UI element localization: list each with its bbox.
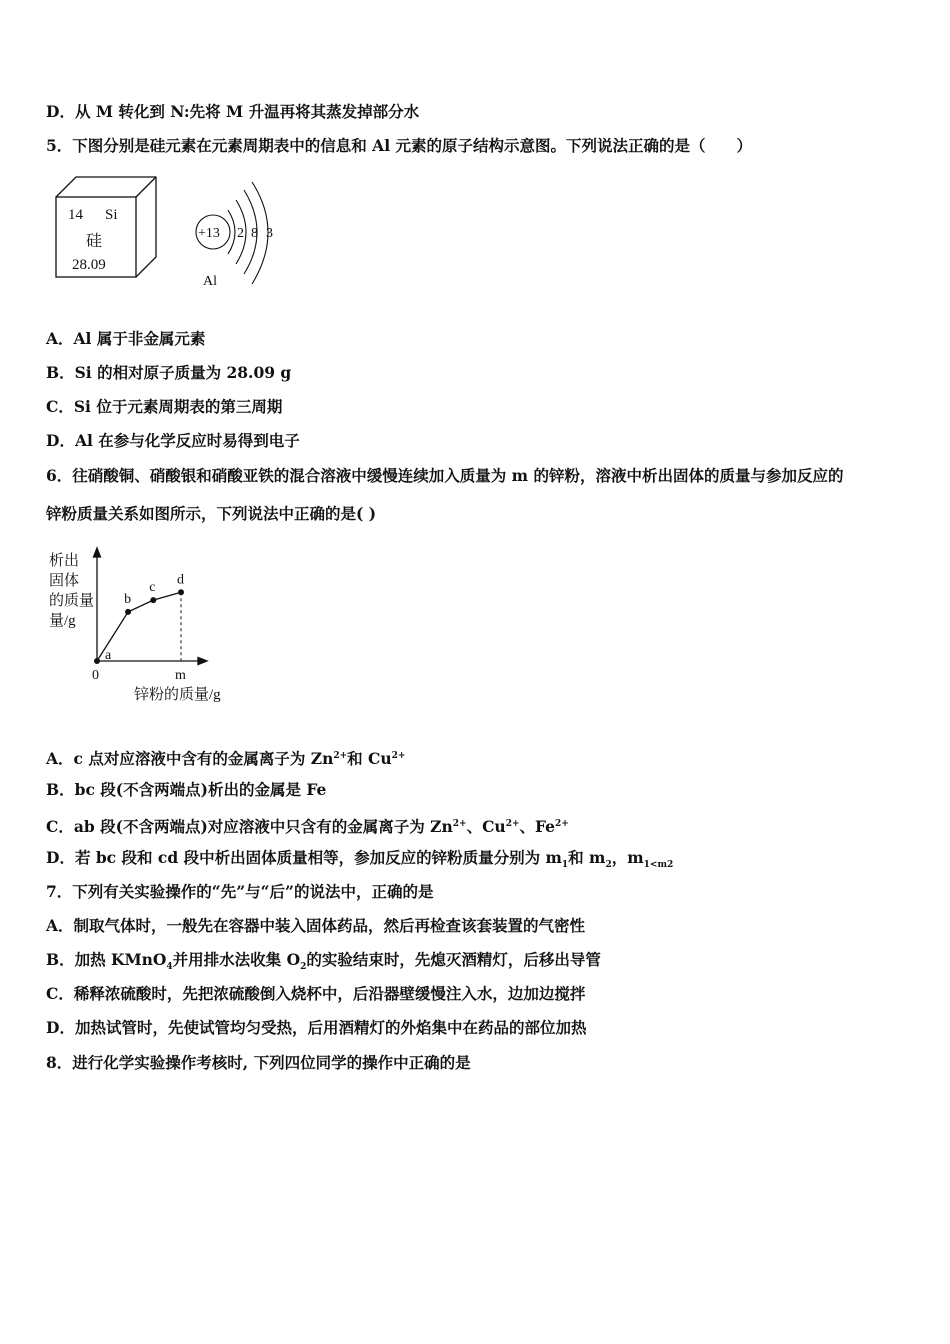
q6-a-text: A．c 点对应溶液中含有的金属离子为 Zn: [46, 749, 334, 769]
q7-option-c: C．稀释浓硫酸时，先把浓硫酸倒入烧杯中，后沿器壁缓慢注入水，边加边搅拌: [46, 984, 586, 1003]
q5-option-b: B．Si 的相对原子质量为 28.09 g: [46, 363, 292, 382]
q6-d-sub3: 1: [643, 860, 650, 871]
q5-figure: [50, 172, 290, 297]
q6-d-mid2: ，m: [611, 848, 644, 867]
q7-b-tail: 的实验结束时，先熄灭酒精灯，后移出导管: [306, 950, 601, 969]
q5-option-a: A．Al 属于非金属元素: [46, 329, 206, 348]
q6-c-text: C．ab 段(不含两端点)对应溶液中只含有的金属离子为 Zn: [46, 817, 453, 837]
q6-a-sup2: 2+: [391, 751, 406, 761]
point-label-b: b: [124, 591, 132, 607]
q6-d-mid: 和 m: [568, 848, 606, 867]
point-label-c: c: [149, 580, 156, 596]
y-axis-label-4: 量/g: [49, 613, 76, 629]
q6-d-text: D．若 bc 段和 cd 段中析出固体质量相等，参加反应的锌粉质量分别为 m: [46, 848, 562, 867]
al-nucleus: +13: [198, 226, 220, 241]
q6-d-sub1: 1: [561, 860, 569, 871]
al-label: Al: [203, 274, 217, 289]
q5-option-c: C．Si 位于元素周期表的第三周期: [46, 397, 283, 416]
q7-stem: 7．下列有关实验操作的“先”与“后”的说法中，正确的是: [46, 882, 434, 901]
point-a: [94, 658, 100, 664]
q6-c-sup2: 2+: [505, 819, 520, 829]
y-axis-label-2: 固体: [49, 573, 80, 589]
q8-stem: 8．进行化学实验操作考核时, 下列四位同学的操作中正确的是: [46, 1053, 471, 1072]
x-axis-label: 锌粉的质量/g: [134, 687, 221, 703]
q4-option-d: D．从 M 转化到 N:先将 M 升温再将其蒸发掉部分水: [46, 102, 420, 121]
q7-b-sub2: 2: [300, 962, 307, 973]
q6-d-sub2: 2: [605, 860, 612, 871]
q6-option-c: [46, 814, 569, 837]
q5-stem: 5．下图分别是硅元素在元素周期表中的信息和 Al 元素的原子结构示意图。下列说法正确的是（ ）: [46, 136, 752, 155]
point-b: [125, 609, 131, 615]
q6-c-sup3: 2+: [555, 819, 569, 829]
q6-stem-line-1: 6．往硝酸铜、硝酸银和硝酸亚铁的混合溶液中缓慢连续加入质量为 m 的锌粉，溶液中析出固体的质量与参加反应的: [46, 466, 844, 485]
q6-a-mid: 和 Cu: [347, 749, 392, 769]
q6-c-mid2: 、Fe: [519, 817, 556, 837]
q6-option-a: [46, 746, 405, 769]
si-atomic-mass: 28.09: [72, 257, 106, 273]
point-label-a: a: [105, 648, 112, 663]
q6-c-mid1: 、Cu: [466, 817, 506, 837]
q6-option-b: B．bc 段(不含两端点)析出的金属是 Fe: [46, 780, 327, 799]
si-periodic-cell: [56, 177, 156, 277]
q7-option-b: [46, 950, 601, 977]
q6-option-d: [46, 848, 673, 875]
q6-c-sup1: 2+: [452, 819, 467, 829]
al-shell-3: 3: [266, 226, 273, 241]
q7-b-text: B．加热 KMnO: [46, 950, 167, 969]
point-d: [178, 589, 184, 595]
chart-points: [94, 572, 184, 664]
q7-option-d: D．加热试管时，先使试管均匀受热，后用酒精灯的外焰集中在药品的部位加热: [46, 1018, 587, 1037]
q7-b-sub1: 4: [166, 962, 173, 973]
point-label-d: d: [177, 572, 184, 588]
si-name: 硅: [86, 233, 103, 250]
x-tick-m: m: [175, 668, 186, 683]
q6-d-sub4: 2: [666, 860, 674, 871]
si-symbol: Si: [105, 207, 118, 223]
y-axis-label-1: 析出: [49, 553, 80, 569]
y-axis-label-3: 的质量: [49, 593, 95, 609]
q6-a-sup1: 2+: [333, 751, 348, 761]
x-tick-zero: 0: [92, 668, 99, 683]
q7-option-a: A．制取气体时，一般先在容器中装入固体药品，然后再检查该套装置的气密性: [46, 916, 586, 935]
q6-d-lt: <m: [649, 860, 667, 871]
al-shell-2: 8: [251, 226, 258, 241]
al-shell-1: 2: [237, 226, 244, 241]
q6-stem-line-2: 锌粉质量关系如图所示，下列说法中正确的是( ): [46, 504, 377, 523]
q6-chart: [44, 545, 244, 710]
q5-option-d: D．Al 在参与化学反应时易得到电子: [46, 431, 300, 450]
point-c: [150, 597, 156, 603]
q7-b-mid: 并用排水法收集 O: [172, 950, 301, 969]
si-atomic-number: 14: [68, 207, 83, 223]
